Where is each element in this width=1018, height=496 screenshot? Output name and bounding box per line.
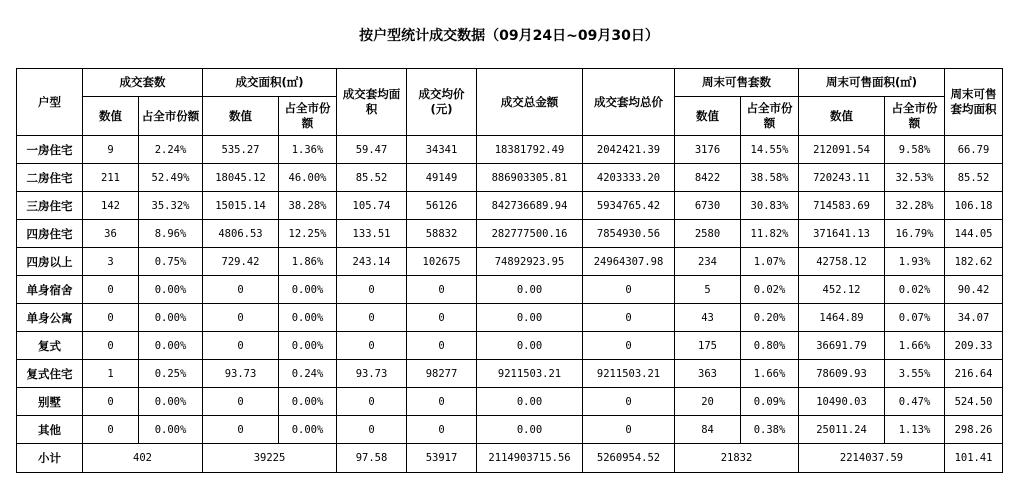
cell-deal-count-share: 2.24% <box>139 136 203 164</box>
header-deal-area: 成交面积(㎡) <box>203 69 337 97</box>
cell-weekend-area-share: 0.02% <box>885 276 945 304</box>
cell-avg-unit-area: 133.51 <box>337 220 407 248</box>
cell-deal-area-share: 0.00% <box>279 416 337 444</box>
cell-weekend-area-share: 32.53% <box>885 164 945 192</box>
cell-avg-price: 0 <box>407 416 477 444</box>
total-amount: 2114903715.56 <box>477 444 583 473</box>
cell-total-amount: 18381792.49 <box>477 136 583 164</box>
cell-avg-price: 0 <box>407 276 477 304</box>
cell-weekend-avg-area: 209.33 <box>945 332 1003 360</box>
cell-weekend-area-share: 0.47% <box>885 388 945 416</box>
cell-weekend-area-share: 9.58% <box>885 136 945 164</box>
total-avg-price: 53917 <box>407 444 477 473</box>
cell-type: 三房住宅 <box>17 192 83 220</box>
cell-deal-count: 0 <box>83 332 139 360</box>
cell-deal-area-share: 38.28% <box>279 192 337 220</box>
header-avg-unit-area: 成交套均面积 <box>337 69 407 136</box>
cell-deal-count-share: 8.96% <box>139 220 203 248</box>
cell-weekend-avg-area: 66.79 <box>945 136 1003 164</box>
table-row <box>17 164 1003 192</box>
cell-avg-unit-price: 0 <box>583 304 675 332</box>
cell-deal-area: 4806.53 <box>203 220 279 248</box>
cell-deal-area: 18045.12 <box>203 164 279 192</box>
cell-avg-price: 0 <box>407 388 477 416</box>
header-weekend-count: 周末可售套数 <box>675 69 799 97</box>
cell-weekend-count-share: 1.07% <box>741 248 799 276</box>
cell-deal-count: 142 <box>83 192 139 220</box>
cell-avg-unit-price: 4203333.20 <box>583 164 675 192</box>
cell-weekend-area: 714583.69 <box>799 192 885 220</box>
table-row <box>17 276 1003 304</box>
header-value: 数值 <box>799 97 885 136</box>
table-row <box>17 220 1003 248</box>
cell-deal-area-share: 1.36% <box>279 136 337 164</box>
cell-weekend-area-share: 16.79% <box>885 220 945 248</box>
cell-deal-count: 0 <box>83 304 139 332</box>
cell-deal-count: 1 <box>83 360 139 388</box>
cell-weekend-count-share: 0.02% <box>741 276 799 304</box>
cell-avg-unit-price: 0 <box>583 388 675 416</box>
cell-weekend-area-share: 1.93% <box>885 248 945 276</box>
cell-deal-area-share: 0.00% <box>279 276 337 304</box>
cell-deal-count-share: 0.00% <box>139 276 203 304</box>
cell-type: 四房以上 <box>17 248 83 276</box>
total-avg-unit-area: 97.58 <box>337 444 407 473</box>
cell-weekend-count: 2580 <box>675 220 741 248</box>
cell-deal-count-share: 0.00% <box>139 332 203 360</box>
cell-weekend-area: 720243.11 <box>799 164 885 192</box>
cell-weekend-count-share: 11.82% <box>741 220 799 248</box>
cell-avg-unit-area: 85.52 <box>337 164 407 192</box>
header-weekend-area: 周末可售面积(㎡) <box>799 69 945 97</box>
cell-deal-area: 15015.14 <box>203 192 279 220</box>
cell-avg-price: 0 <box>407 332 477 360</box>
cell-total-amount: 9211503.21 <box>477 360 583 388</box>
cell-avg-unit-area: 59.47 <box>337 136 407 164</box>
cell-avg-unit-price: 9211503.21 <box>583 360 675 388</box>
cell-weekend-count: 3176 <box>675 136 741 164</box>
cell-total-amount: 0.00 <box>477 304 583 332</box>
cell-weekend-area: 36691.79 <box>799 332 885 360</box>
cell-deal-count: 211 <box>83 164 139 192</box>
table-row <box>17 416 1003 444</box>
cell-weekend-area: 10490.03 <box>799 388 885 416</box>
cell-avg-unit-area: 93.73 <box>337 360 407 388</box>
cell-avg-price: 34341 <box>407 136 477 164</box>
cell-deal-area: 0 <box>203 416 279 444</box>
cell-weekend-count-share: 30.83% <box>741 192 799 220</box>
cell-deal-count: 3 <box>83 248 139 276</box>
cell-weekend-area-share: 1.13% <box>885 416 945 444</box>
cell-type: 一房住宅 <box>17 136 83 164</box>
header-value: 数值 <box>83 97 139 136</box>
cell-weekend-avg-area: 90.42 <box>945 276 1003 304</box>
total-avg-unit-price: 5260954.52 <box>583 444 675 473</box>
cell-deal-count-share: 0.75% <box>139 248 203 276</box>
cell-avg-unit-price: 0 <box>583 416 675 444</box>
cell-weekend-count-share: 0.20% <box>741 304 799 332</box>
cell-avg-unit-price: 0 <box>583 276 675 304</box>
cell-avg-price: 56126 <box>407 192 477 220</box>
header-row-1 <box>17 69 1003 97</box>
cell-avg-unit-area: 0 <box>337 416 407 444</box>
cell-weekend-area: 25011.24 <box>799 416 885 444</box>
cell-deal-area-share: 0.00% <box>279 304 337 332</box>
header-avg-price: 成交均价(元) <box>407 69 477 136</box>
cell-deal-area-share: 0.24% <box>279 360 337 388</box>
cell-weekend-count-share: 38.58% <box>741 164 799 192</box>
cell-avg-unit-price: 5934765.42 <box>583 192 675 220</box>
total-row <box>17 444 1003 473</box>
cell-type: 复式 <box>17 332 83 360</box>
header-total-amount: 成交总金额 <box>477 69 583 136</box>
cell-weekend-area: 212091.54 <box>799 136 885 164</box>
cell-avg-unit-price: 0 <box>583 332 675 360</box>
cell-avg-price: 58832 <box>407 220 477 248</box>
cell-type: 二房住宅 <box>17 164 83 192</box>
cell-weekend-area: 1464.89 <box>799 304 885 332</box>
cell-avg-unit-price: 24964307.98 <box>583 248 675 276</box>
cell-weekend-count-share: 1.66% <box>741 360 799 388</box>
cell-deal-area-share: 12.25% <box>279 220 337 248</box>
cell-weekend-count: 5 <box>675 276 741 304</box>
table-row <box>17 136 1003 164</box>
header-share: 占全市份额 <box>139 97 203 136</box>
cell-weekend-count: 8422 <box>675 164 741 192</box>
header-type: 户型 <box>17 69 83 136</box>
cell-deal-area-share: 1.86% <box>279 248 337 276</box>
cell-deal-count: 0 <box>83 276 139 304</box>
cell-weekend-area: 371641.13 <box>799 220 885 248</box>
cell-weekend-avg-area: 524.50 <box>945 388 1003 416</box>
cell-weekend-area-share: 3.55% <box>885 360 945 388</box>
cell-weekend-area: 42758.12 <box>799 248 885 276</box>
cell-weekend-area-share: 1.66% <box>885 332 945 360</box>
cell-weekend-count-share: 0.80% <box>741 332 799 360</box>
total-deal-count: 402 <box>83 444 203 473</box>
stats-table <box>16 68 1003 473</box>
cell-weekend-count: 234 <box>675 248 741 276</box>
cell-avg-unit-area: 0 <box>337 304 407 332</box>
cell-deal-count-share: 0.25% <box>139 360 203 388</box>
cell-weekend-area-share: 0.07% <box>885 304 945 332</box>
cell-deal-area-share: 0.00% <box>279 332 337 360</box>
cell-weekend-count-share: 0.09% <box>741 388 799 416</box>
cell-deal-count: 36 <box>83 220 139 248</box>
cell-deal-count: 9 <box>83 136 139 164</box>
cell-avg-unit-price: 2042421.39 <box>583 136 675 164</box>
header-avg-unit-price: 成交套均总价 <box>583 69 675 136</box>
cell-weekend-avg-area: 216.64 <box>945 360 1003 388</box>
cell-type: 其他 <box>17 416 83 444</box>
cell-deal-area: 0 <box>203 332 279 360</box>
table-row <box>17 332 1003 360</box>
cell-weekend-count-share: 14.55% <box>741 136 799 164</box>
cell-total-amount: 842736689.94 <box>477 192 583 220</box>
cell-deal-area: 0 <box>203 304 279 332</box>
cell-weekend-avg-area: 144.05 <box>945 220 1003 248</box>
cell-weekend-count-share: 0.38% <box>741 416 799 444</box>
table-row <box>17 248 1003 276</box>
total-weekend-area: 2214037.59 <box>799 444 945 473</box>
cell-avg-price: 98277 <box>407 360 477 388</box>
cell-deal-count-share: 35.32% <box>139 192 203 220</box>
cell-weekend-area-share: 32.28% <box>885 192 945 220</box>
cell-deal-area: 729.42 <box>203 248 279 276</box>
cell-avg-price: 0 <box>407 304 477 332</box>
cell-deal-count-share: 0.00% <box>139 416 203 444</box>
cell-deal-area: 0 <box>203 388 279 416</box>
cell-weekend-count: 43 <box>675 304 741 332</box>
cell-weekend-avg-area: 106.18 <box>945 192 1003 220</box>
header-share: 占全市份额 <box>741 97 799 136</box>
cell-deal-count-share: 0.00% <box>139 304 203 332</box>
header-value: 数值 <box>675 97 741 136</box>
cell-weekend-area: 78609.93 <box>799 360 885 388</box>
cell-avg-unit-area: 0 <box>337 388 407 416</box>
cell-weekend-count: 20 <box>675 388 741 416</box>
cell-weekend-count: 84 <box>675 416 741 444</box>
cell-avg-unit-area: 0 <box>337 332 407 360</box>
cell-deal-area-share: 46.00% <box>279 164 337 192</box>
cell-weekend-count: 363 <box>675 360 741 388</box>
total-weekend-avg-area: 101.41 <box>945 444 1003 473</box>
cell-weekend-avg-area: 85.52 <box>945 164 1003 192</box>
cell-weekend-area: 452.12 <box>799 276 885 304</box>
cell-total-amount: 0.00 <box>477 388 583 416</box>
cell-avg-price: 102675 <box>407 248 477 276</box>
table-row <box>17 304 1003 332</box>
cell-weekend-count: 175 <box>675 332 741 360</box>
table-row <box>17 360 1003 388</box>
header-deal-count: 成交套数 <box>83 69 203 97</box>
cell-avg-unit-price: 7854930.56 <box>583 220 675 248</box>
cell-deal-area: 93.73 <box>203 360 279 388</box>
table-row <box>17 388 1003 416</box>
cell-weekend-count: 6730 <box>675 192 741 220</box>
cell-weekend-avg-area: 298.26 <box>945 416 1003 444</box>
cell-total-amount: 886903305.81 <box>477 164 583 192</box>
cell-avg-price: 49149 <box>407 164 477 192</box>
total-label: 小计 <box>17 444 83 473</box>
total-deal-area: 39225 <box>203 444 337 473</box>
cell-avg-unit-area: 243.14 <box>337 248 407 276</box>
cell-weekend-avg-area: 34.07 <box>945 304 1003 332</box>
table-row <box>17 192 1003 220</box>
header-share: 占全市份额 <box>279 97 337 136</box>
total-weekend-count: 21832 <box>675 444 799 473</box>
cell-deal-count-share: 52.49% <box>139 164 203 192</box>
cell-deal-count: 0 <box>83 416 139 444</box>
cell-total-amount: 0.00 <box>477 276 583 304</box>
cell-type: 单身宿舍 <box>17 276 83 304</box>
cell-weekend-avg-area: 182.62 <box>945 248 1003 276</box>
cell-avg-unit-area: 0 <box>337 276 407 304</box>
header-weekend-avg-area: 周末可售套均面积 <box>945 69 1003 136</box>
cell-total-amount: 74892923.95 <box>477 248 583 276</box>
cell-type: 复式住宅 <box>17 360 83 388</box>
cell-type: 别墅 <box>17 388 83 416</box>
cell-deal-area: 0 <box>203 276 279 304</box>
cell-deal-count-share: 0.00% <box>139 388 203 416</box>
cell-total-amount: 0.00 <box>477 416 583 444</box>
header-share: 占全市份额 <box>885 97 945 136</box>
cell-type: 单身公寓 <box>17 304 83 332</box>
cell-total-amount: 282777500.16 <box>477 220 583 248</box>
cell-deal-area-share: 0.00% <box>279 388 337 416</box>
cell-type: 四房住宅 <box>17 220 83 248</box>
header-value: 数值 <box>203 97 279 136</box>
cell-total-amount: 0.00 <box>477 332 583 360</box>
page-title: 按户型统计成交数据（09月24日~09月30日） <box>359 28 659 44</box>
cell-deal-count: 0 <box>83 388 139 416</box>
cell-deal-area: 535.27 <box>203 136 279 164</box>
cell-avg-unit-area: 105.74 <box>337 192 407 220</box>
